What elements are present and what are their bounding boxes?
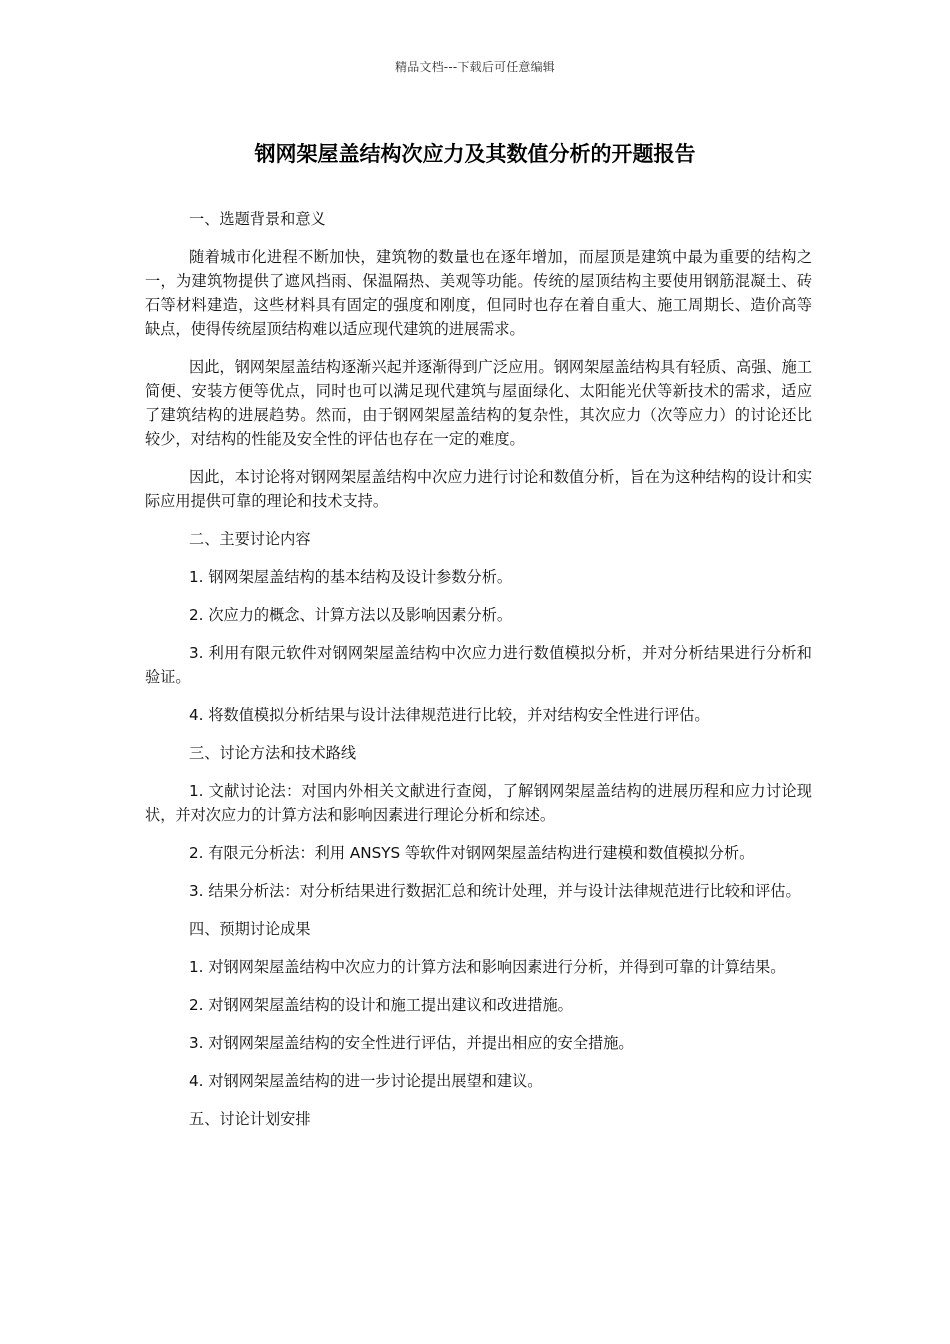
- section-heading-main-content: 二、主要讨论内容: [189, 530, 311, 548]
- header-note: 精品文档---下载后可任意编辑: [395, 60, 555, 74]
- document-body: [145, 207, 812, 1145]
- list-item: 3. 对钢网架屋盖结构的安全性进行评估，并提出相应的安全措施。: [189, 1034, 634, 1052]
- list-item: 2. 对钢网架屋盖结构的设计和施工提出建议和改进措施。: [189, 996, 573, 1014]
- list-item: 1. 对钢网架屋盖结构中次应力的计算方法和影响因素进行分析，并得到可靠的计算结果。: [189, 958, 786, 976]
- list-item: 3. 利用有限元软件对钢网架屋盖结构中次应力进行数值模拟分析，并对分析结果进行分析和验证。: [145, 644, 812, 686]
- list-item: 3. 结果分析法：对分析结果进行数据汇总和统计处理，并与设计法律规范进行比较和评估。: [189, 882, 801, 900]
- document-title: 钢网架屋盖结构次应力及其数值分析的开题报告: [254, 142, 696, 166]
- list-item: 2. 次应力的概念、计算方法以及影响因素分析。: [189, 606, 513, 624]
- paragraph: 因此，本讨论将对钢网架屋盖结构中次应力进行讨论和数值分析，旨在为这种结构的设计和实际应用提供可靠的理论和技术支持。: [145, 468, 812, 510]
- list-item: 2. 有限元分析法：利用 ANSYS 等软件对钢网架屋盖结构进行建模和数值模拟分析。: [189, 844, 755, 862]
- list-item: 4. 对钢网架屋盖结构的进一步讨论提出展望和建议。: [189, 1072, 543, 1090]
- list-item: 4. 将数值模拟分析结果与设计法律规范进行比较，并对结构安全性进行评估。: [189, 706, 710, 724]
- section-heading-background: 一、选题背景和意义: [189, 210, 326, 228]
- paragraph: 因此，钢网架屋盖结构逐渐兴起并逐渐得到广泛应用。钢网架屋盖结构具有轻质、高强、施工简便、安装方便等优点，同时也可以满足现代建筑与屋面绿化、太阳能光伏等新技术的需求，适应了建筑结构的进展趋势。然而，由于钢网架屋盖结构的复杂性，其次应力（次等应力）的讨论还比较少，对结构的性能及安全性的评估也存在一定的难度。: [145, 358, 812, 448]
- paragraph: 随着城市化进程不断加快，建筑物的数量也在逐年增加，而屋顶是建筑中最为重要的结构之一，为建筑物提供了遮风挡雨、保温隔热、美观等功能。传统的屋顶结构主要使用钢筋混凝土、砖石等材料建造，这些材料具有固定的强度和刚度，但同时也存在着自重大、施工周期长、造价高等缺点，使得传统屋顶结构难以适应现代建筑的进展需求。: [145, 248, 812, 338]
- section-heading-methods: 三、讨论方法和技术路线: [189, 744, 357, 762]
- section-heading-expected-results: 四、预期讨论成果: [189, 920, 311, 938]
- section-heading-schedule: 五、讨论计划安排: [189, 1110, 311, 1128]
- list-item: 1. 文献讨论法：对国内外相关文献进行查阅，了解钢网架屋盖结构的进展历程和应力讨论现状，并对次应力的计算方法和影响因素进行理论分析和综述。: [145, 782, 812, 824]
- list-item: 1. 钢网架屋盖结构的基本结构及设计参数分析。: [189, 568, 513, 586]
